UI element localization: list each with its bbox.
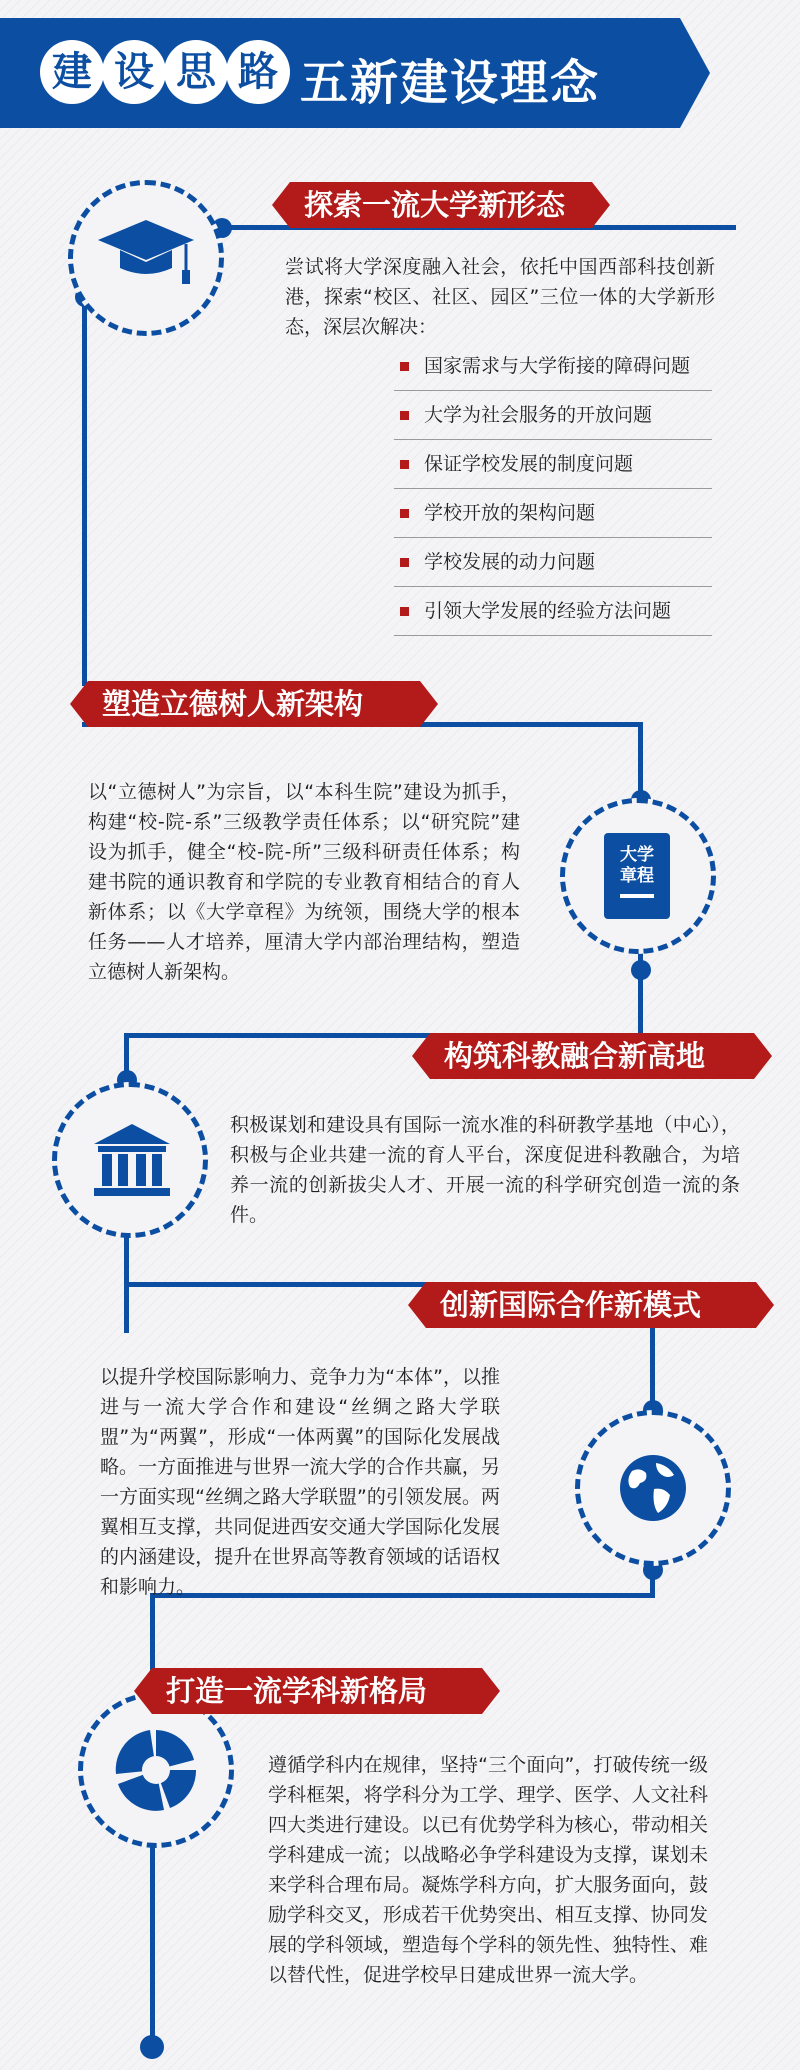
book-icon-label-line1: 大学 — [620, 845, 654, 865]
section-1-issue-list — [394, 342, 712, 636]
book-icon-label-line2: 章程 — [620, 866, 654, 886]
list-item: 国家需求与大学衔接的障碍问题 — [394, 342, 712, 391]
list-item: 学校开放的架构问题 — [394, 489, 712, 538]
book-icon-bar — [620, 894, 654, 898]
section-3-text: 积极谋划和建设具有国际一流水准的科研教学基地（中心），积极与企业共建一流的育人平台，深度促进科教融合，为培养一流的创新拔尖人才、开展一流的科学研究创造一流的条件。 — [230, 1114, 740, 1226]
graduation-cap-icon — [96, 214, 196, 294]
header-subtitle: 五新建设理念 — [300, 55, 601, 111]
book-icon — [604, 833, 670, 919]
section-4-title: 创新国际合作新模式 — [426, 1282, 756, 1328]
section-1-title: 探索一流大学新形态 — [290, 182, 592, 228]
header-title-char-4: 路 — [226, 40, 290, 104]
connector-dot — [631, 960, 651, 980]
list-item: 引领大学发展的经验方法问题 — [394, 587, 712, 636]
section-3-title: 构筑科教融合新高地 — [430, 1033, 754, 1079]
header-banner — [0, 18, 680, 128]
section-5-title: 打造一流学科新格局 — [152, 1668, 482, 1714]
connector-dot — [140, 2035, 164, 2059]
list-item: 学校发展的动力问题 — [394, 538, 712, 587]
header-title-char-3: 思 — [164, 40, 228, 104]
section-2-title: 塑造立德树人新架构 — [88, 681, 420, 727]
connector-line — [82, 246, 87, 686]
section-5-text: 遵循学科内在规律，坚持“三个面向”，打破传统一级学科框架，将学科分为工学、理学、医学、人文社科四大类进行建设。以已有优势学科为核心，带动相关学科建成一流；以战略必争学科建设为支撑，谋划未来学科合理布局。凝炼学科方向，扩大服务面向，鼓励学科交叉，形成若干优势突出、相互支撑、协同发展的学科领域，塑造每个学科的领先性、独特性、难以替代性，促进学校早日建成世界一流大学。 — [268, 1754, 708, 1986]
pie-chart-icon — [112, 1726, 200, 1814]
header-title-char-1: 建 — [40, 40, 104, 104]
section-2-text: 以“立德树人”为宗旨，以“本科生院”建设为抓手，构建“校-院-系”三级教学责任体系；以“研究院”建设为抓手，健全“校-院-所”三级科研责任体系；构建书院的通识教育和学院的专业教育相结合的育人新体系；以《大学章程》为统领，围绕大学的根本任务——人才培养，厘清大学内部治理结构，塑造立德树人新架构。 — [88, 781, 520, 983]
institution-icon — [92, 1122, 172, 1198]
list-item: 保证学校发展的制度问题 — [394, 440, 712, 489]
list-item: 大学为社会服务的开放问题 — [394, 391, 712, 440]
section-4-text: 以提升学校国际影响力、竞争力为“本体”，以推进与一流大学合作和建设“丝绸之路大学联盟”为“两翼”，形成“一体两翼”的国际化发展战略。一方面推进与世界一流大学的合作共赢，另一方面实现“丝绸之路大学联盟”的引领发展。两翼相互支撑，共同促进西安交通大学国际化发展的内涵建设，提升在世界高等教育领域的话语权和影响力。 — [100, 1366, 500, 1598]
section-1-text: 尝试将大学深度融入社会，依托中国西部科技创新港，探索“校区、社区、园区”三位一体的大学新形态，深层次解决： — [285, 256, 715, 338]
globe-icon — [618, 1453, 688, 1523]
header-title-char-2: 设 — [102, 40, 166, 104]
